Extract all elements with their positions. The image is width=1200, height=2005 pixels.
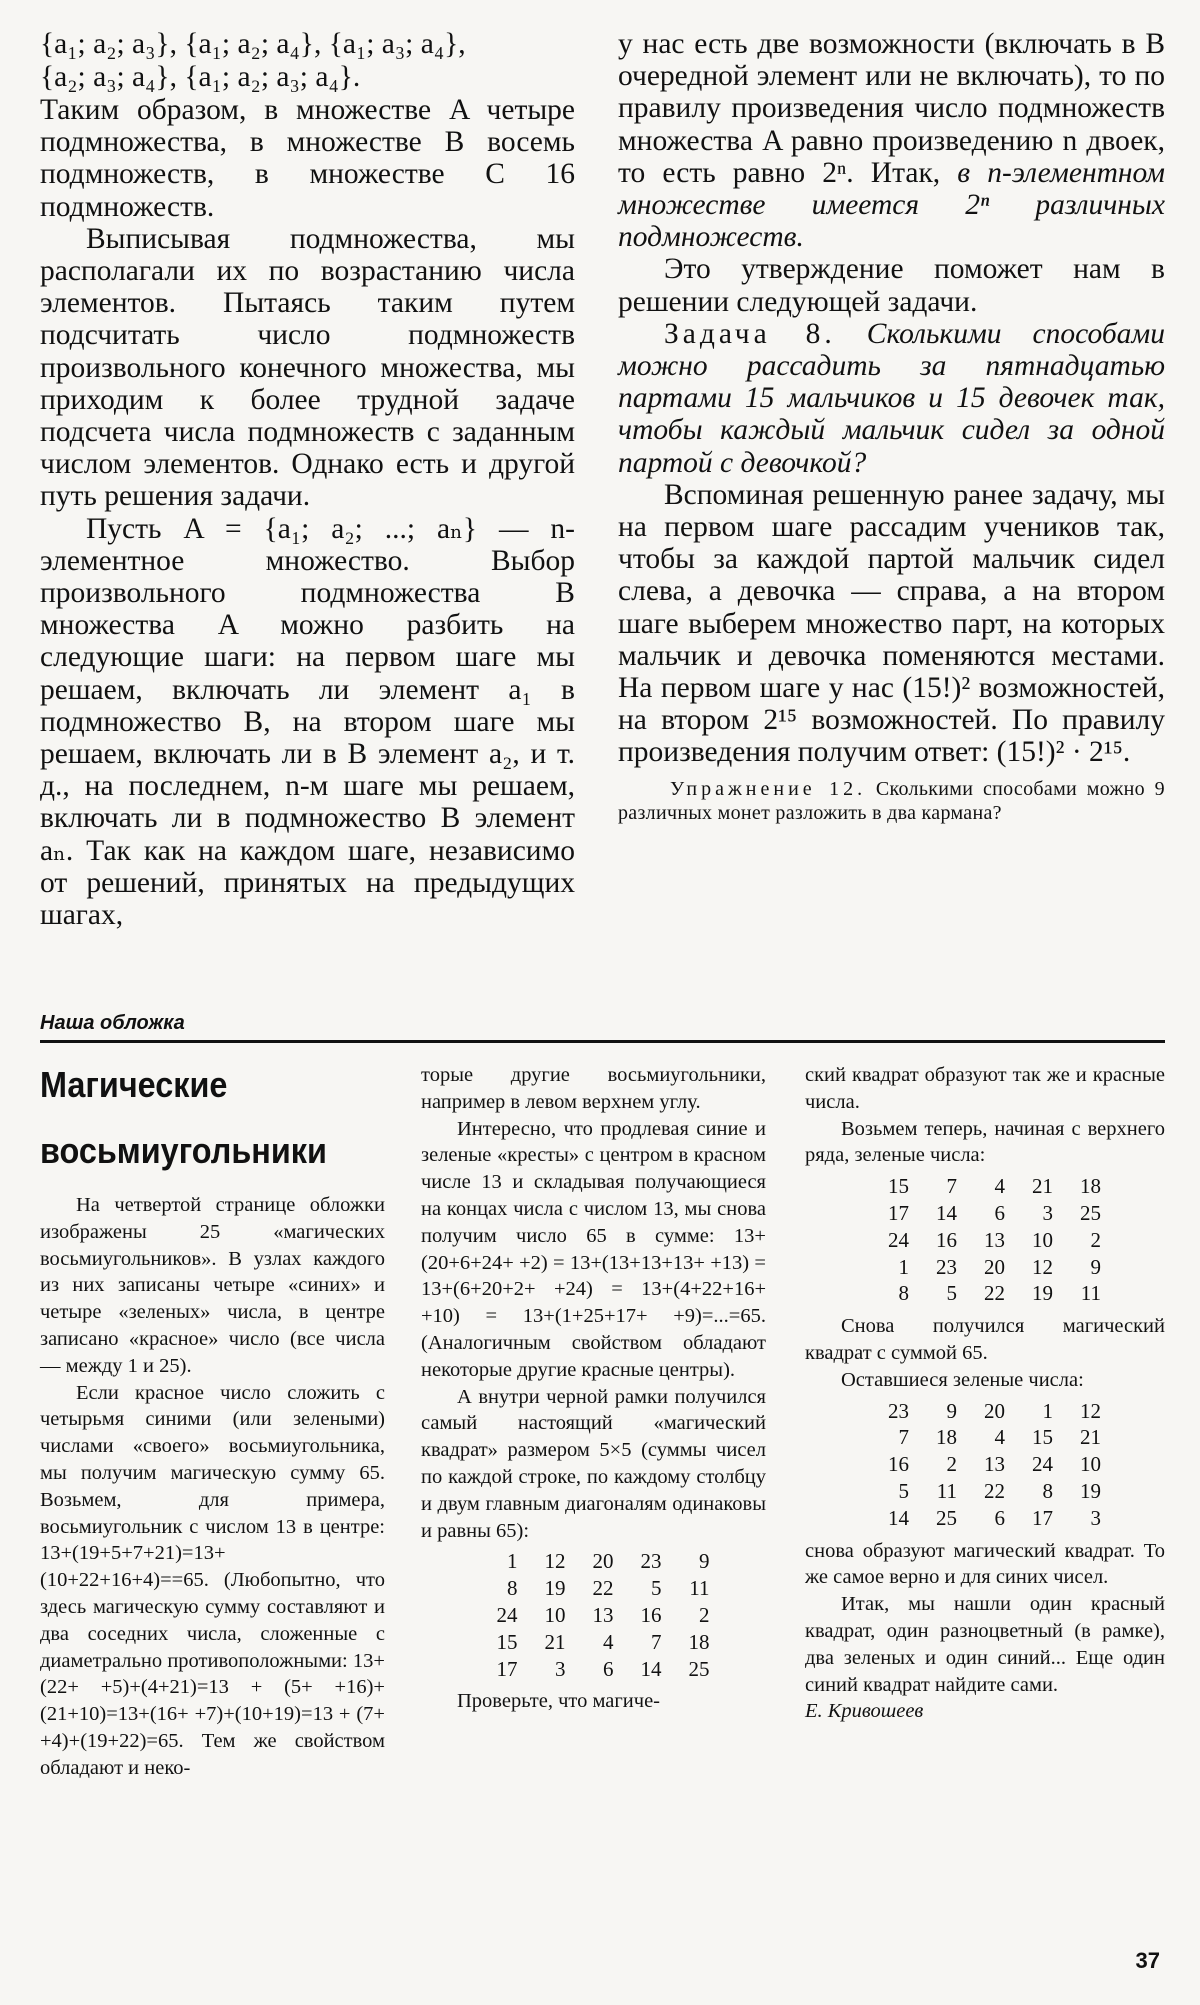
upper-article (40, 28, 1165, 958)
square-cell: 11 (1080, 1281, 1101, 1306)
square-row (474, 1656, 714, 1683)
square-cell: 17 (888, 1200, 909, 1225)
square-cell: 25 (1080, 1200, 1101, 1225)
article-title-line-2: восьмиугольники (40, 1130, 327, 1171)
square-cell: 17 (1032, 1505, 1053, 1530)
paragraph: На четвертой странице обложки изображены 25 «магических восьмиугольников». В узлах каждого из них записаны четыре «синих» и четыре «зеленых» числа, в центре записано «красное» число (все числа — между 1 и 25). (40, 1194, 385, 1377)
article-column-2 (421, 1062, 766, 1715)
square-cell: 4 (994, 1425, 1005, 1450)
square-row (865, 1254, 1105, 1281)
square-cell: 14 (888, 1505, 909, 1530)
article-column-3 (805, 1062, 1165, 1725)
magic-square-green-2 (865, 1398, 1105, 1532)
square-cell: 21 (1032, 1174, 1053, 1199)
square-cell: 2 (946, 1452, 957, 1477)
article-title (40, 1062, 351, 1174)
square-cell: 9 (1090, 1254, 1101, 1279)
square-cell: 19 (544, 1576, 566, 1601)
square-cell: 3 (1042, 1200, 1053, 1225)
paragraph: Проверьте, что магиче- (457, 1690, 661, 1713)
square-cell: 19 (1080, 1478, 1101, 1503)
paragraph: снова образуют магический квадрат. То же самое верно и для синих чисел. (805, 1539, 1165, 1589)
square-cell: 7 (651, 1629, 662, 1654)
square-cell: 14 (640, 1656, 662, 1681)
square-cell: 24 (1032, 1452, 1053, 1477)
upper-left-column (40, 28, 575, 931)
square-cell: 13 (984, 1227, 1005, 1252)
square-cell: 2 (1090, 1227, 1101, 1252)
paragraph: Интересно, что продлевая синие и зеленые «кресты» с центром в красном числе 13 и складывая получающиеся на концах числа с числом 13, мы снова получим число 65 в сумме: 13+(20+6+24+ +2) = 13+(13+13+13+ +13) = 13+(6+20+2+ +24) = 13+(4+22+16+ +10) = 13+(1+25+17+ +9)=...=65. (Аналогичным свойством обладают некоторые другие красные центры). (421, 1117, 766, 1381)
task-text: Сколькими способами можно рассадить за пятнадцатью партами 15 мальчиков и 15 девочек так, чтобы каждый мальчик сидел за одной партой с девочкой? (618, 317, 1165, 479)
square-cell: 9 (699, 1549, 710, 1574)
page-number: 37 (1135, 1948, 1160, 1973)
square-cell: 9 (946, 1398, 957, 1423)
paragraph: Выписывая подмножества, мы располагали их по возрастанию числа элементов. Пытаясь таким путем подсчитать число подмножеств произвольного конечного множества, мы приходим к более трудной задаче подсчета числа подмножеств с заданным числом элементов. Однако есть и другой путь решения задачи. (40, 222, 575, 513)
paragraph: А внутри черной рамки получился самый настоящий «магический квадрат» размером 5×5 (суммы чисел по каждой строке, по каждому столбцу и двум главным диагоналям одинаковы и равны 65): (421, 1385, 766, 1542)
square-cell: 18 (936, 1425, 957, 1450)
square-cell: 23 (888, 1398, 909, 1423)
magic-square-green-1 (865, 1173, 1105, 1307)
subsets-line-2: {a₂; a₃; a₄}, {a₁; a₂; a₃; a₄}. (40, 61, 361, 93)
square-cell: 24 (888, 1227, 909, 1252)
square-cell: 1 (898, 1254, 909, 1279)
square-cell: 11 (936, 1478, 957, 1503)
square-cell: 15 (888, 1174, 909, 1199)
square-row (474, 1548, 714, 1575)
square-row (865, 1478, 1105, 1505)
paragraph: Это утверждение поможет нам в решении следующей задачи. (618, 253, 1165, 318)
square-cell: 22 (984, 1281, 1005, 1306)
exercise-label: Упражнение 12. (670, 777, 867, 800)
square-cell: 8 (898, 1281, 909, 1306)
paragraph: Снова получился магический квадрат с суммой 65. (805, 1315, 1165, 1364)
subsets-line-1: {a₁; a₂; a₃}, {a₁; a₂; a₄}, {a₁; a₃; a₄}, (40, 28, 466, 60)
square-cell: 4 (994, 1174, 1005, 1199)
square-cell: 12 (1032, 1254, 1053, 1279)
square-cell: 6 (994, 1505, 1005, 1530)
paragraph: Оставшиеся зеленые числа: (841, 1368, 1084, 1391)
author-signature: Е. Кривошеев (805, 1700, 924, 1723)
paragraph: Итак, мы нашли один красный квадрат, один разноцветный (в рамке), два зеленых и один синий... Еще один синий квадрат найдите сами. (805, 1593, 1165, 1696)
square-cell: 21 (1080, 1425, 1101, 1450)
square-row (865, 1505, 1105, 1532)
square-cell: 18 (688, 1629, 710, 1654)
square-cell: 25 (936, 1505, 957, 1530)
cover-article (40, 1062, 1165, 1922)
square-row (474, 1629, 714, 1656)
square-cell: 10 (1080, 1452, 1101, 1477)
magic-square-framed (474, 1548, 714, 1682)
paragraph: Если красное число сложить с четырьмя синими (или зелеными) числами «своего» восьмиугольника, мы получим магическую сумму 65. Возьмем, для примера, восьмиугольник с числом 13 в центре: 13+(19+5+7+21)=13+(10+22+16+4)==65. (Любопытно, что здесь магическую сумму составляют и два соседних числа, сложенные с диаметрально противоположными: 13+(22+ +5)+(4+21)=13 + (5+ +16)+(21+10)=13+(16+ +7)+(10+19)=13 + (7+ +4)+(19+22)=65. Тем же свойством обладают и неко- (40, 1381, 385, 1779)
square-cell: 1 (507, 1549, 518, 1574)
square-row (474, 1602, 714, 1629)
square-cell: 24 (496, 1602, 518, 1627)
square-cell: 13 (984, 1452, 1005, 1477)
square-cell: 7 (898, 1425, 909, 1450)
paragraph (618, 28, 1165, 253)
paragraph: ский квадрат образуют так же и красные числа. (805, 1064, 1165, 1113)
square-cell: 16 (936, 1227, 957, 1252)
square-cell: 3 (1090, 1505, 1101, 1530)
square-cell: 14 (936, 1200, 957, 1225)
square-cell: 22 (592, 1576, 614, 1601)
square-cell: 16 (888, 1452, 909, 1477)
task-8 (618, 318, 1165, 479)
square-cell: 20 (984, 1254, 1005, 1279)
square-cell: 15 (1032, 1425, 1053, 1450)
square-row (865, 1424, 1105, 1451)
exercise-12 (618, 777, 1165, 825)
square-cell: 7 (946, 1174, 957, 1199)
square-cell: 23 (936, 1254, 957, 1279)
square-row (865, 1227, 1105, 1254)
paragraph: Возьмем теперь, начиная с верхнего ряда, зеленые числа: (805, 1117, 1165, 1167)
square-cell: 5 (946, 1281, 957, 1306)
square-cell: 3 (555, 1656, 566, 1681)
paragraph: Таким образом, в множестве A четыре подмножества, в множестве B восемь подмножеств, в множестве C 16 подмножеств. (40, 94, 575, 223)
square-row (865, 1173, 1105, 1200)
article-title-line-1: Магические (40, 1064, 228, 1105)
square-cell: 19 (1032, 1281, 1053, 1306)
square-cell: 11 (689, 1576, 710, 1601)
square-cell: 6 (994, 1200, 1005, 1225)
square-cell: 10 (544, 1602, 566, 1627)
section-divider (40, 1040, 1165, 1043)
square-cell: 16 (640, 1602, 662, 1627)
square-cell: 15 (496, 1629, 518, 1654)
square-cell: 8 (1042, 1478, 1053, 1503)
square-cell: 12 (1080, 1398, 1101, 1423)
square-cell: 20 (592, 1549, 614, 1574)
square-row (865, 1280, 1105, 1307)
square-cell: 17 (496, 1656, 518, 1681)
square-row (474, 1575, 714, 1602)
square-cell: 5 (651, 1576, 662, 1601)
exercise-text: Сколькими способами можно 9 различных монет разложить в два кармана? (618, 777, 1165, 824)
square-cell: 6 (603, 1656, 614, 1681)
task-label: Задача 8. (664, 317, 836, 350)
paragraph: Вспоминая решенную ранее задачу, мы на первом шаге рассадим учеников так, чтобы за каждой партой мальчик сидел слева, а девочка — справа, а на втором шаге выберем множество парт, на которых мальчик и девочка поменяются местами. На первом шаге у нас (15!)² возможностей, на втором 2¹⁵ возможностей. По правилу произведения получим ответ: (15!)² · 2¹⁵. (618, 478, 1165, 769)
article-column-1 (40, 1062, 385, 1782)
square-cell: 12 (544, 1549, 566, 1574)
square-cell: 2 (699, 1602, 710, 1627)
square-cell: 20 (984, 1398, 1005, 1423)
section-label: Наша обложка (40, 1012, 185, 1034)
square-cell: 13 (592, 1602, 614, 1627)
square-row (865, 1451, 1105, 1478)
square-cell: 22 (984, 1478, 1005, 1503)
square-row (865, 1200, 1105, 1227)
square-row (865, 1398, 1105, 1425)
square-cell: 1 (1042, 1398, 1053, 1423)
paragraph: Пусть A = {a₁; a₂; ...; aₙ} — n-элементное множество. Выбор произвольного подмножества B множества A можно разбить на следующие шаги: на первом шаге мы решаем, включать ли элемент a₁ в подмножество B, на втором шаге мы решаем, включать ли в B элемент a₂, и т. д., на последнем, n-м шаге мы решаем, включать ли в подмножество B элемент aₙ. Так как на каждом шаге, независимо от решений, принятых на предыдущих шагах, (40, 512, 575, 932)
theorem-statement: в n-элементном множестве имеется 2ⁿ различных подмножеств. (618, 156, 1165, 254)
square-cell: 25 (688, 1656, 710, 1681)
square-cell: 23 (640, 1549, 662, 1574)
square-cell: 21 (544, 1629, 566, 1654)
paragraph-text: у нас есть две возможности (включать в B очередной элемент или не включать), то по правилу произведения число подмножеств множества A равно произведению n двоек, то есть равно 2ⁿ. Итак, (618, 28, 1165, 189)
square-cell: 18 (1080, 1174, 1101, 1199)
square-cell: 5 (898, 1478, 909, 1503)
square-cell: 10 (1032, 1227, 1053, 1252)
square-cell: 4 (603, 1629, 614, 1654)
square-cell: 8 (507, 1576, 518, 1601)
paragraph: торые другие восьмиугольники, например в левом верхнем углу. (421, 1064, 766, 1113)
upper-right-column (618, 28, 1165, 825)
